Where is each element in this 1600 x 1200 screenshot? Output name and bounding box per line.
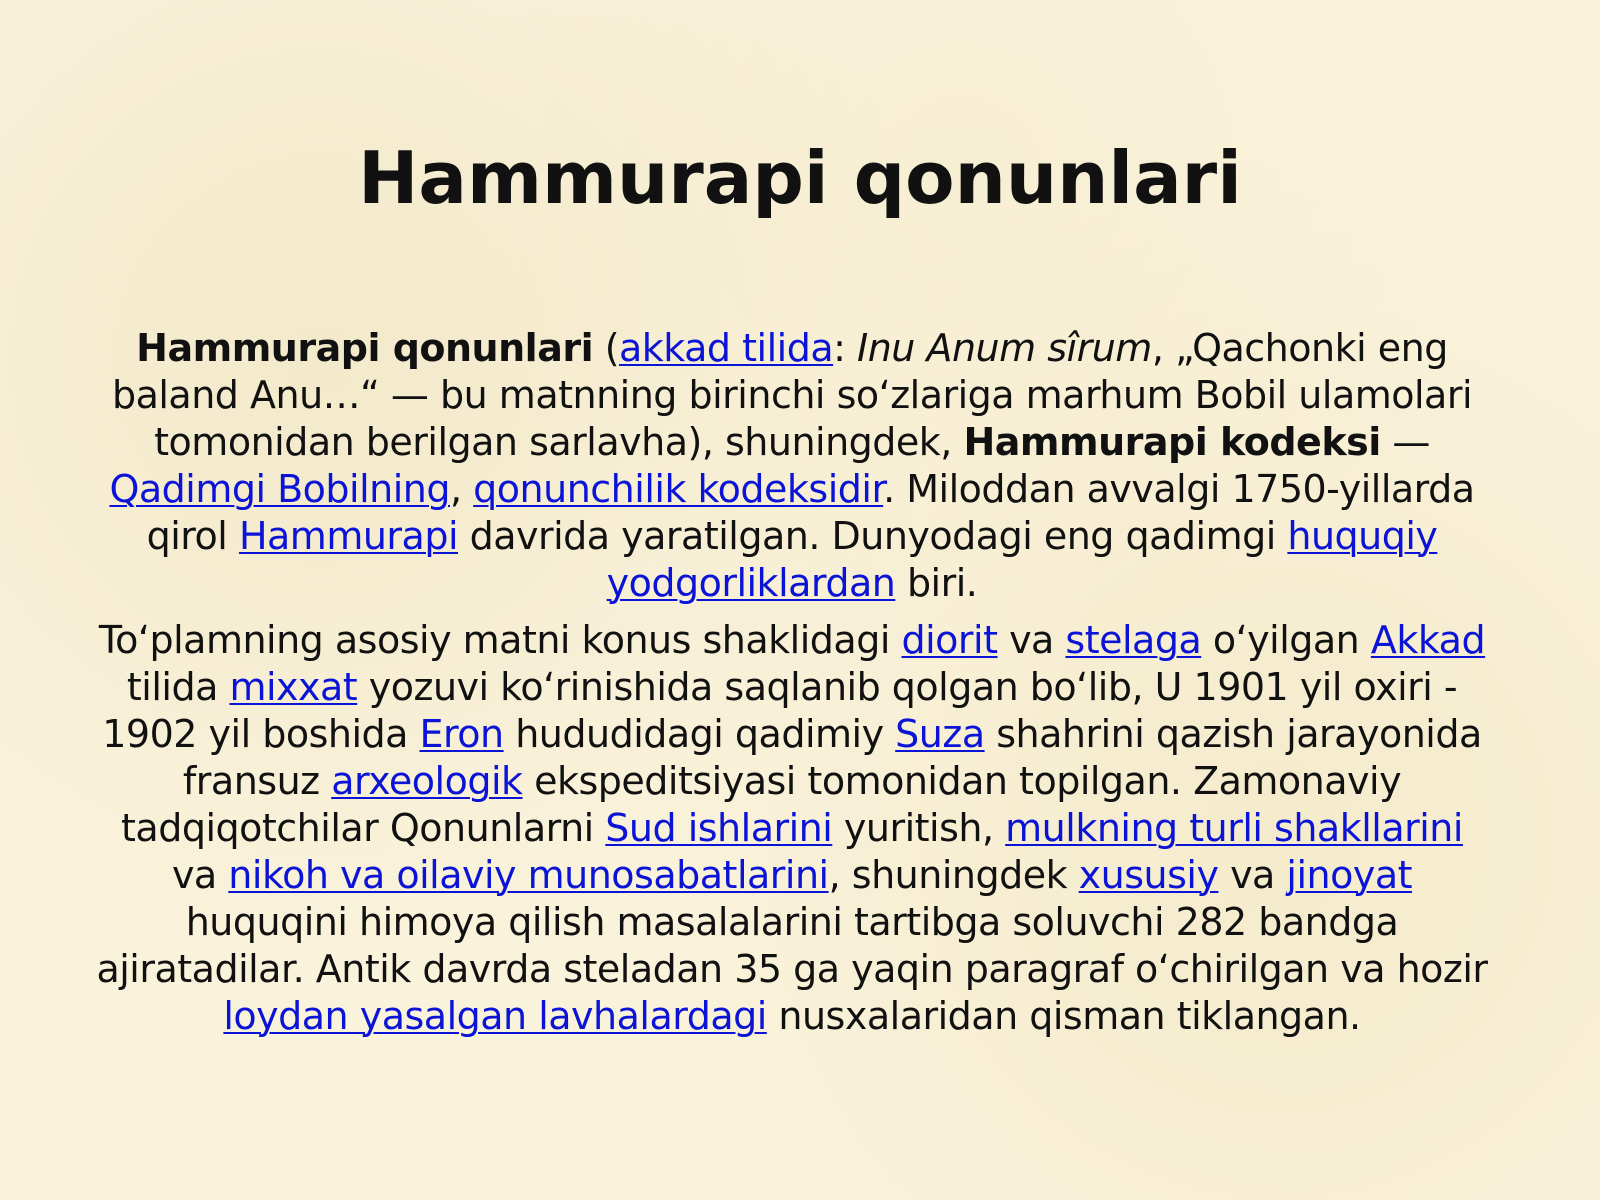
link-mixxat[interactable]: mixxat [229,665,358,709]
link-mulkning-turli-shakllarini[interactable]: mulkning turli shakllarini [1005,806,1463,850]
link-xususiy[interactable]: xususiy [1078,853,1219,897]
link-huquqiy-yodgorliklardan[interactable]: huquqiy yodgorliklardan [606,514,1438,605]
link-akkad[interactable]: Akkad [1370,618,1486,662]
link-qonunchilik-kodeksidir[interactable]: qonunchilik kodeksidir [473,467,884,511]
bold-term-hammurapi-qonunlari: Hammurapi qonunlari [136,326,594,370]
text-segment: ekspeditsiyasi tomonidan topilgan. Zamonaviy tadqiqotchilar Qonunlarni [121,759,1402,850]
text-segment: huquqini himoya qilish masalalarini tartibga soluvchi 282 bandga ajiratadilar. Antik davrda steladan 35 ga yaqin paragraf oʻchirilgan va hozir [96,900,1488,991]
text-segment: , „Qachonki eng baland Anu…“ — bu matnning birinchi soʻzlariga marhum Bobil ulamolari tomonidan berilgan sarlavha), shuningdek, [111,326,1473,464]
paragraph-intro [96,325,1488,607]
link-arxeologik[interactable]: arxeologik [331,759,523,803]
slide-body [96,325,1488,1040]
link-loydan-yasalgan-lavhalardagi[interactable]: loydan yasalgan lavhalardagi [223,994,767,1038]
text-segment: hududidagi qadimiy [503,712,896,756]
link-eron[interactable]: Eron [419,712,504,756]
link-diorit[interactable]: diorit [901,618,998,662]
text-segment: . Miloddan avvalgi 1750-yillarda qirol [146,467,1475,558]
link-qadimgi-bobilning[interactable]: Qadimgi Bobilning [109,467,450,511]
text-segment: ( [593,326,620,370]
text-segment: nusxalaridan qisman tiklangan. [766,994,1361,1038]
link-stelaga[interactable]: stelaga [1065,618,1202,662]
link-sud-ishlarini[interactable]: Sud ishlarini [605,806,833,850]
text-segment: shahrini qazish jarayonida fransuz [182,712,1482,803]
text-segment: oʻyilgan [1201,618,1371,662]
text-segment: yuritish, [832,806,1006,850]
bold-term-hammurapi-kodeksi: Hammurapi kodeksi [963,420,1381,464]
link-nikoh-va-oilaviy-munosabatlarini[interactable]: nikoh va oilaviy munosabatlarini [228,853,829,897]
link-suza[interactable]: Suza [895,712,985,756]
text-segment: yozuvi koʻrinishida saqlanib qolgan boʻlib, U 1901 yil oxiri - 1902 yil boshida [102,665,1458,756]
text-segment: tilida [126,665,230,709]
text-segment: : [833,326,858,370]
text-segment: va [1218,853,1287,897]
text-segment: davrida yaratilgan. Dunyodagi eng qadimgi [458,514,1288,558]
link-akkad-tilida[interactable]: akkad tilida [619,326,834,370]
paragraph-details [96,617,1488,1040]
slide-title: Hammurapi qonunlari [358,136,1242,220]
text-segment: , [450,467,474,511]
text-segment: va [997,618,1066,662]
italic-term-inu-anum-sirum: Inu Anum sîrum [857,326,1152,370]
text-segment: Toʻplamning asosiy matni konus shaklidagi [98,618,902,662]
text-segment: biri. [895,561,978,605]
text-segment: va [171,853,229,897]
text-segment: , shuningdek [828,853,1079,897]
link-jinoyat[interactable]: jinoyat [1286,853,1413,897]
link-hammurapi[interactable]: Hammurapi [238,514,459,558]
text-segment: — [1380,420,1430,464]
